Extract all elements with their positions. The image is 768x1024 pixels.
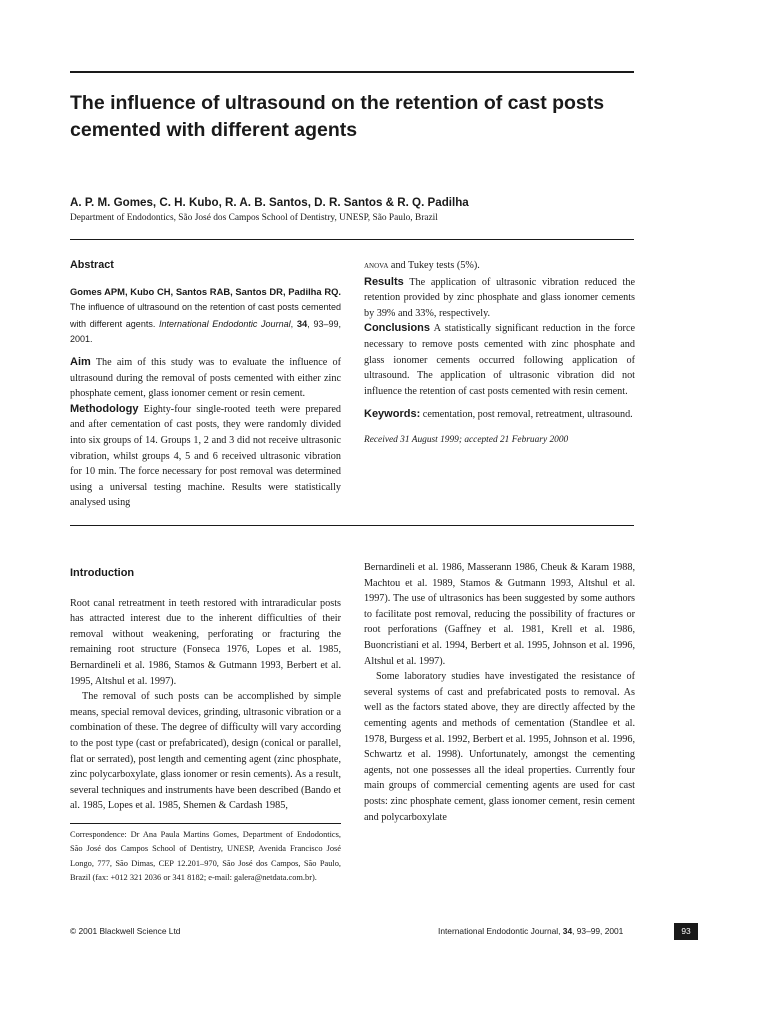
keywords-text: cementation, post removal, retreatment, ultrasound.: [420, 409, 633, 421]
methodology-text: Eighty-four single-rooted teeth were prepared and after cementation of cast posts, they were randomly divided into six groups of 14. Groups 1, 2 and 3 did not receive ultrasonic vibration, whilst groups 4, 5 and 6 received ultrasonic vibration for 10 min. The force necessary for post removal was determined using a universal testing machine. Results were statistically analysed using: [70, 403, 341, 509]
copyright: © 2001 Blackwell Science Ltd: [70, 926, 181, 936]
footnote-rule: [70, 823, 341, 824]
footer-pages: , 93–99, 2001: [572, 926, 624, 936]
citation-title: The influence of ultrasound on the retention of cast posts cemented with different agents.: [70, 302, 341, 329]
abstract-heading: Abstract: [70, 259, 114, 271]
citation-volume: 34: [296, 317, 308, 329]
affiliation: Department of Endodontics, São José dos Campos School of Dentistry, UNESP, São Paulo, Brazil: [70, 213, 438, 223]
anova-term: anova: [364, 261, 389, 271]
introduction-heading: Introduction: [70, 567, 135, 579]
abstract-results: [364, 275, 635, 322]
methodology-label: Methodology: [70, 402, 139, 415]
footer-journal-name: International Endodontic Journal,: [438, 926, 563, 936]
abstract-methodology: [70, 402, 341, 511]
citation-comma: ,: [290, 318, 297, 329]
abstract-right-column: [364, 258, 635, 449]
intro-paragraph-1: Root canal retreatment in teeth restored with intraradicular posts has attracted interest due to the inherent difficulties of their removal without weakening, perforating or fracturing the remaining root structure (Fonseca 1976, Lopes et al. 1985, Bernardineli et al. 1986, Stamos & Gutmann 1993, Berbert et al. 1995, Altshul et al. 1997).: [70, 597, 341, 687]
results-label: Results: [364, 275, 404, 288]
journal-footer: [438, 926, 623, 936]
conclusions-text: A statistically significant reduction in the force necessary to remove posts cemented with zinc phosphate and glass ionomer cements occurred following application of ultrasound. The application of ultrasonic vibration did not influence the retention of cast posts cemented with resin cement.: [364, 323, 635, 397]
intro-paragraph-2-cont: Bernardineli et al. 1986, Masserann 1986, Cheuk & Karam 1988, Machtou et al. 1989, Stamos & Gutmann 1993, Altshul et al. 1997). The use of ultrasonics has been suggested by some authors to facilitate post removal, reducing the possibility of fractures or root perforations (Gaffney et al. 1981, Krell et al. 1986, Buoncristiani et al. 1994, Berbert et al. 1995, Johnson et al. 1996, Altshul et al. 1997).: [364, 562, 635, 667]
paper-title: The influence of ultrasound on the retention of cast posts cemented with different agents: [70, 92, 605, 141]
abstract-left-column: [70, 258, 341, 511]
abstract-citation: [70, 284, 341, 348]
received-dates: Received 31 August 1999; accepted 21 February 2000: [364, 434, 569, 445]
aim-text: The aim of this study was to evaluate the influence of ultrasound during the removal of posts cemented with either zinc phosphate cement, glass ionomer cement or resin cement.: [70, 356, 341, 400]
aim-label: Aim: [70, 355, 91, 368]
keywords-label: Keywords:: [364, 408, 421, 421]
intro-right-column: [364, 560, 635, 825]
methodology-text-end: and Tukey tests (5%).: [388, 260, 480, 271]
abstract-methodology-cont: [364, 258, 635, 275]
authors-line: A. P. M. Gomes, C. H. Kubo, R. A. B. Santos, D. R. Santos & R. Q. Padilha: [70, 196, 469, 209]
top-rule: [70, 71, 634, 73]
correspondence-note: Correspondence: Dr Ana Paula Martins Gomes, Department of Endodontics, São José dos Campos School of Dentistry, UNESP, Avenida Francisco José Longo, 777, São Dimas, CEP 12.201–970, São José dos Campos, São Paulo, Brazil (fax: +012 321 2036 or 341 8182; e-mail: galera@netdata.com.br).: [70, 830, 341, 883]
abstract-conclusions: [364, 321, 635, 399]
intro-left-column: [70, 566, 341, 814]
intro-paragraph-2: The removal of such posts can be accomplished by simple means, special removal devices, grinding, ultrasonic vibration or a combination of these. The degree of difficulty will vary according to the post type (cast or prefabricated), design (conical or parallel, flat or serrated), post length and cementing agent (zinc phosphate, zinc polycarboxylate, glass ionomer or resin cements). As a result, several techniques and instruments have been described (Bando et al. 1985, Lopes et al. 1985, Shemen & Cardash 1985,: [70, 691, 341, 812]
abstract-keywords: [364, 407, 635, 423]
footer-volume: 34: [562, 926, 573, 936]
abstract-rule: [70, 525, 634, 526]
page-number: 93: [674, 923, 698, 940]
header-rule: [70, 239, 634, 240]
citation-authors: Gomes APM, Kubo CH, Santos RAB, Santos DR, Padilha RQ.: [70, 285, 341, 297]
intro-paragraph-3: Some laboratory studies have investigated the resistance of several systems of cast and prefabricated posts to removal. As well as the factors stated above, they are directly affected by the cementing agents and methods of cementation (Standlee et al. 1978, Burgess et al. 1992, Berbert et al. 1995, Johnson et al. 1996, Schwartz et al. 1998). Unfortunately, amongst the cementing agents, not one possesses all the ideal properties. Currently four main groups of commercial cementing agents are used for cast posts: zinc phosphate cement, glass ionomer cement, resin cement and polycarboxylate: [364, 671, 635, 823]
citation-journal: International Endodontic Journal: [159, 318, 291, 329]
results-text: The application of ultrasonic vibration reduced the retention provided by zinc phosphate and glass ionomer cements by 39% and 33%, respectively.: [364, 276, 635, 319]
conclusions-label: Conclusions: [364, 322, 431, 335]
abstract-aim: [70, 355, 341, 402]
citation-pages: , 93–99, 2001.: [70, 318, 341, 345]
